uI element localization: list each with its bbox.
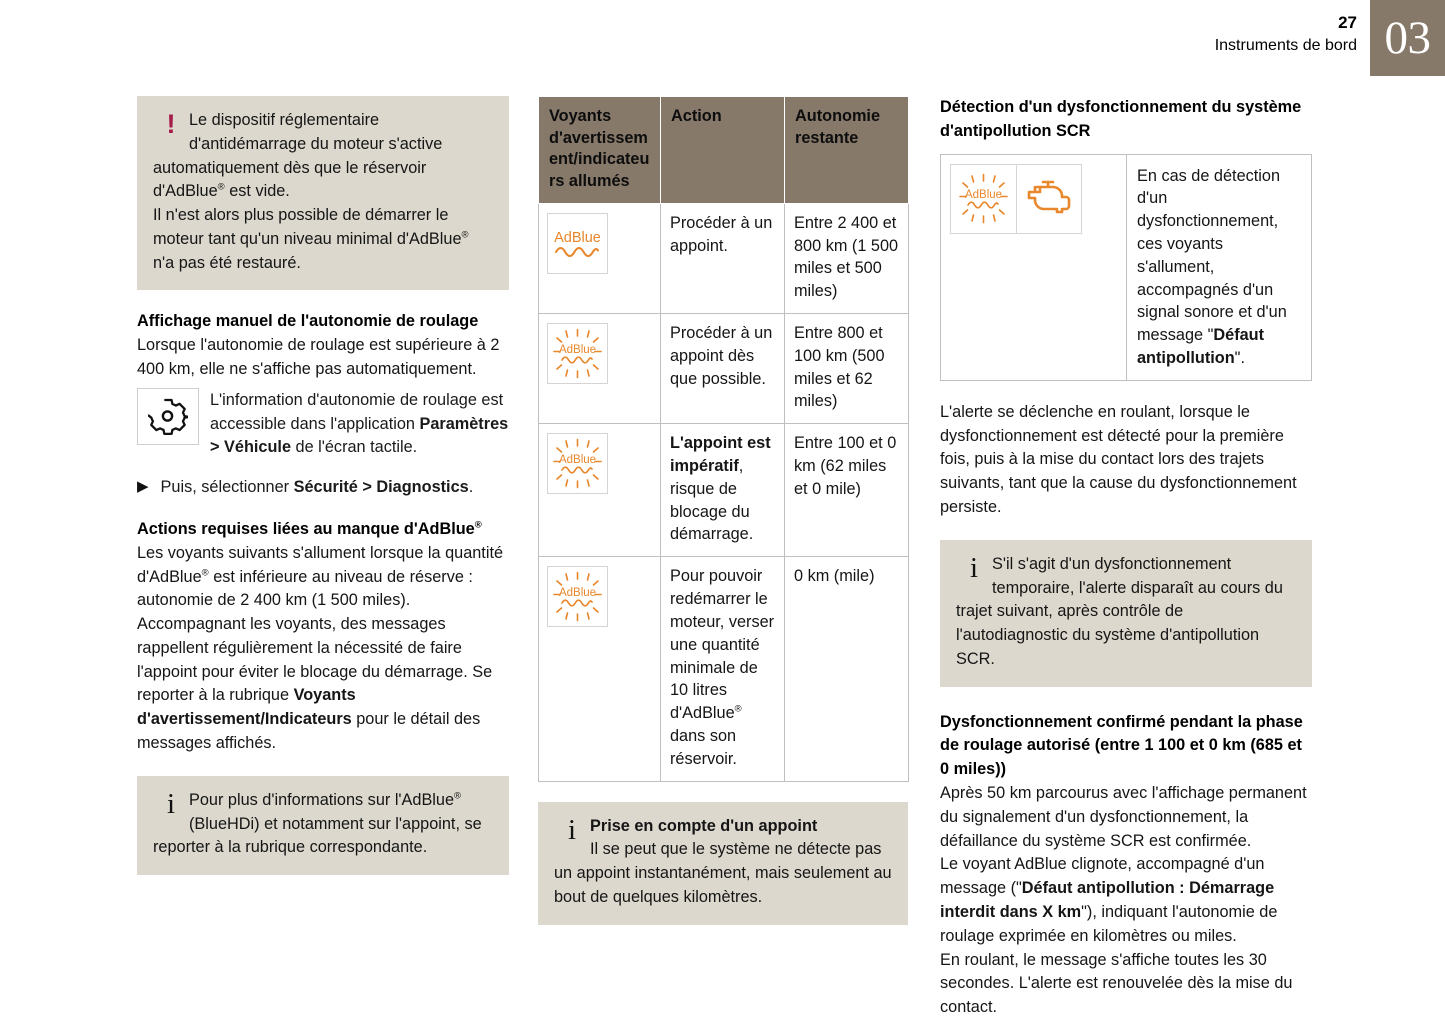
cell-action — [661, 424, 785, 557]
column-left — [137, 96, 509, 875]
page-header — [1215, 12, 1357, 57]
action-pre: Pour pouvoir redémarrer le moteur, verser une quantité minimale de 10 litres d'AdBlue — [670, 567, 775, 723]
registered-mark: ® — [201, 567, 209, 579]
info-i-icon: i — [166, 787, 176, 820]
svg-text:AdBlue: AdBlue — [558, 587, 597, 600]
cell-action — [661, 313, 785, 423]
info-note-text — [153, 789, 493, 860]
action-text: Procéder à un appoint dès que possible. — [670, 323, 773, 388]
registered-mark: ® — [454, 790, 462, 802]
para-apres-50km: Après 50 km parcourus avec l'affichage permanent du signalement d'un dysfonctionnement, la défaillance du système SCR est confirmée. — [940, 784, 1307, 850]
cell-icon — [539, 557, 661, 781]
gear-info-text — [210, 388, 509, 460]
table-row — [941, 154, 1312, 380]
scr-fault-table — [940, 154, 1312, 381]
chapter-tab — [1370, 0, 1445, 76]
svg-text:AdBlue: AdBlue — [558, 454, 597, 467]
column-middle — [538, 96, 908, 925]
warning-exclamation-icon: ! — [166, 109, 176, 139]
warning-note-para2 — [153, 204, 493, 275]
heading-affichage-manuel: Affichage manuel de l'autonomie de roulage — [137, 312, 479, 331]
table-row — [539, 313, 909, 423]
cell-scr-text — [1127, 154, 1312, 380]
para2-c: pour le détail des messages affichés. — [137, 710, 481, 752]
adblue-blinking-icon — [547, 566, 608, 627]
cell-action — [661, 557, 785, 781]
warning-body-text: automatiquement dès que le réservoir d'AdBlue — [153, 158, 427, 201]
warning-line-1: Le dispositif réglementaire — [189, 111, 380, 129]
col-header-action: Action — [661, 97, 785, 204]
arrow-text-pre: Puis, sélectionner — [160, 478, 294, 497]
action-post: dans son réservoir. — [670, 726, 737, 768]
warning-lamps-table — [538, 96, 909, 782]
para-voyant-clignote — [940, 853, 1312, 948]
cell-range: Entre 2 400 et 800 km (1 500 miles et 500 miles) — [785, 203, 909, 313]
action-bold: L'appoint est impératif — [670, 434, 771, 475]
svg-text:AdBlue: AdBlue — [558, 343, 597, 356]
para-alerte-declenche: L'alerte se déclenche en roulant, lorsque le dysfonctionnement est détecté pour la première fois, puis à la mise du contact lors des trajets suivants, tant que la cause du dysfonctionnement persiste. — [940, 402, 1297, 516]
info-text-b: (BlueHDi) et notamment sur l'appoint, se reporter à la rubrique correspondante. — [153, 814, 482, 857]
page-number: 27 — [1338, 13, 1357, 32]
cell-icon — [539, 203, 661, 313]
gear-text-pre: L'information d'autonomie de roulage est accessible dans l'application — [210, 390, 504, 433]
action-text: Procéder à un appoint. — [670, 213, 773, 255]
arrow-text-bold: Sécurité > Diagnostics — [293, 478, 469, 497]
cell-action — [661, 203, 785, 313]
col-header-autonomie: Autonomie restante — [785, 97, 909, 204]
heading-actions-requises — [137, 518, 509, 542]
adblue-blinking-icon — [547, 323, 608, 384]
cell-range: Entre 800 et 100 km (500 miles et 62 miles) — [785, 313, 909, 423]
info-note-text: Il se peut que le système ne détecte pas un appoint instantanément, mais seulement au bout de quelques kilomètres. — [554, 840, 892, 906]
gear-icon — [137, 388, 199, 445]
warning-note-text — [153, 109, 493, 157]
arrow-bullet-item — [137, 476, 509, 500]
svg-text:AdBlue: AdBlue — [964, 189, 1003, 202]
svg-text:AdBlue: AdBlue — [554, 229, 601, 246]
info-i-icon: i — [969, 551, 979, 584]
adblue-blinking-icon — [547, 433, 608, 494]
cell-icons — [941, 154, 1127, 380]
info-note-box-appoint — [538, 802, 908, 925]
warning-note-body — [153, 157, 493, 205]
cell-icon — [539, 313, 661, 423]
action-rest: , risque de blocage du démarrage. — [670, 457, 754, 544]
cell-icon — [539, 424, 661, 557]
adblue-steady-icon — [547, 213, 608, 274]
scr-text-b: ". — [1234, 349, 1245, 368]
para-autonomie-superieure: Lorsque l'autonomie de roulage est supérieure à 2 400 km, elle ne s'affiche pas automatiquement. — [137, 336, 500, 379]
para-b-post: "), indiquant l'autonomie de roulage exprimée en kilomètres ou miles. — [940, 902, 1278, 945]
warning-line-2: d'antidémarrage du moteur s'active — [189, 134, 443, 153]
para2-b: est inférieure au niveau de réserve : autonomie de 2 400 km (1 500 miles). Accompagnant les voyants, des messages rappellent régulièrement la nécessité de faire l'appoint pour éviter le blocage du démarrage. Se reporter à la rubrique — [137, 567, 493, 705]
chapter-number: 03 — [1384, 11, 1431, 64]
para2-a: Les voyants suivants s'allument lorsque la quantité d'AdBlue — [137, 543, 504, 586]
triangle-right-icon: ▶ — [137, 478, 149, 496]
info-note-box-scr — [940, 540, 1312, 687]
column-right — [940, 96, 1312, 1018]
table-body — [539, 203, 909, 781]
table-row — [539, 557, 909, 781]
warning-para2-text: Il n'est alors plus possible de démarrer le moteur tant qu'un niveau minimal d'AdBlue — [153, 206, 462, 248]
para-voyants-suivants — [137, 542, 509, 756]
scr-telltale-pair — [950, 164, 1082, 234]
heading-detection-dysfonctionnement: Détection d'un dysfonctionnement du système d'antipollution SCR — [940, 98, 1302, 140]
para-b-pre: Le voyant AdBlue clignote, accompagné d'un message (" — [940, 855, 1265, 898]
col-header-voyants: Voyants d'avertissement/indicateurs allumés — [539, 97, 661, 204]
warning-body-end: est vide. — [224, 182, 290, 201]
info-note-scr-text: S'il s'agit d'un dysfonctionnement temporaire, l'alerte disparaît au cours du trajet suivant, après contrôle de l'autodiagnostic du système d'antipollution SCR. — [956, 554, 1283, 668]
info-note-body — [554, 815, 892, 910]
registered-mark: ® — [461, 229, 469, 241]
registered-mark: ® — [217, 181, 225, 193]
table-header-row — [539, 97, 909, 204]
cell-range: 0 km (mile) — [785, 557, 909, 781]
heading2-text: Actions requises liées au manque d'AdBlue — [137, 519, 475, 538]
scr-text-bold: Défaut antipollution — [1137, 326, 1265, 368]
warning-note-box — [137, 96, 509, 290]
adblue-blinking-icon — [951, 165, 1016, 233]
info-i-icon: i — [567, 813, 577, 846]
para-en-roulant: En roulant, le message s'affiche toutes les 30 secondes. L'alerte est renouvelée dès la mise du contact. — [940, 950, 1293, 1017]
info-note-box-adblue — [137, 776, 509, 875]
gear-text-post: de l'écran tactile. — [291, 438, 418, 457]
cell-range: Entre 100 et 0 km (62 miles et 0 mile) — [785, 424, 909, 557]
gear-text-bold: Paramètres > Véhicule — [210, 414, 509, 457]
para2-bold: Voyants d'avertissement/Indicateurs — [137, 686, 356, 729]
table-head — [539, 97, 909, 204]
table-row — [539, 203, 909, 313]
section-title: Instruments de bord — [1214, 36, 1357, 54]
arrow-bullet-text — [161, 476, 474, 500]
info-note-title: Prise en compte d'un appoint — [590, 816, 818, 835]
warning-para2-end: n'a pas été restauré. — [153, 253, 301, 272]
registered-mark: ® — [474, 519, 482, 531]
engine-fault-icon — [1016, 165, 1081, 233]
scr-text-a: En cas de détection d'un dysfonctionnement, ces voyants s'allument, accompagnés d'un signal sonore et d'un message " — [1137, 166, 1287, 345]
arrow-text-post: . — [468, 478, 474, 497]
registered-mark: ® — [734, 703, 742, 715]
heading-dysfonctionnement-confirme: Dysfonctionnement confirmé pendant la phase de roulage autorisé (entre 1 100 et 0 km (685 et 0 miles)) — [940, 712, 1303, 779]
para-b-bold: Défaut antipollution : Démarrage interdit dans X km — [940, 879, 1275, 921]
info-text-a: Pour plus d'informations sur l'AdBlue — [189, 790, 455, 809]
gear-info-block — [137, 388, 509, 460]
table-row — [539, 424, 909, 557]
